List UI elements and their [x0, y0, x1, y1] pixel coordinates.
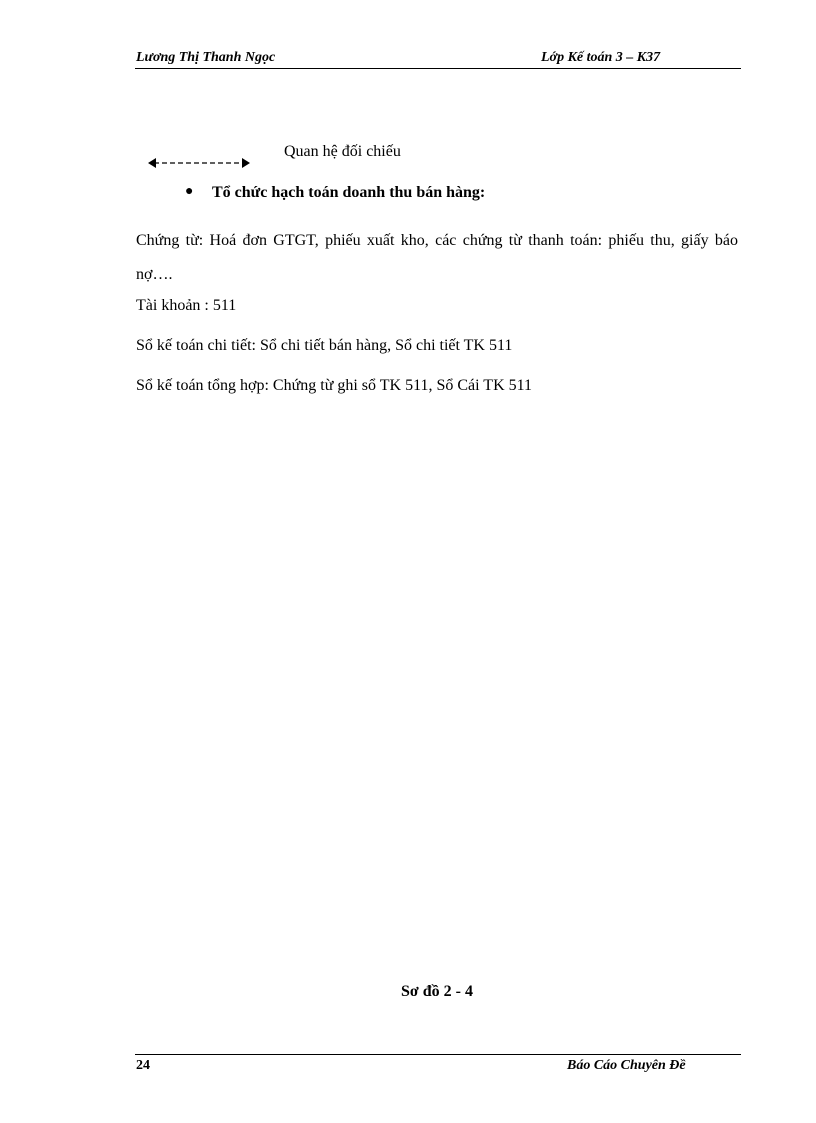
- page-number: 24: [136, 1058, 150, 1073]
- diagram-caption: Sơ đồ 2 - 4: [401, 983, 473, 1000]
- header-class: Lớp Kế toán 3 – K37: [541, 50, 661, 65]
- header-author: Lương Thị Thanh Ngọc: [136, 50, 276, 65]
- summary-books-line: Sổ kế toán tổng hợp: Chứng từ ghi sổ TK 511, Sổ Cái TK 511: [136, 377, 533, 394]
- detail-books-line: Sổ kế toán chi tiết: Sổ chi tiết bán hàng, Sổ chi tiết TK 511: [136, 337, 513, 354]
- account-line: Tài khoản : 511: [136, 297, 237, 314]
- double-arrow-dashed-icon: [146, 155, 252, 171]
- footer-rule: [135, 1054, 741, 1055]
- header-rule: [135, 68, 741, 69]
- section-heading: Tổ chức hạch toán doanh thu bán hàng:: [212, 184, 486, 201]
- vouchers-paragraph: Chứng từ: Hoá đơn GTGT, phiếu xuất kho, các chứng từ thanh toán: phiếu thu, giấy báo nợ….: [136, 232, 738, 283]
- footer-title: Báo Cáo Chuyên Đề: [567, 1058, 686, 1073]
- bullet-icon: ●: [185, 184, 194, 199]
- legend-label: Quan hệ đối chiếu: [284, 143, 401, 160]
